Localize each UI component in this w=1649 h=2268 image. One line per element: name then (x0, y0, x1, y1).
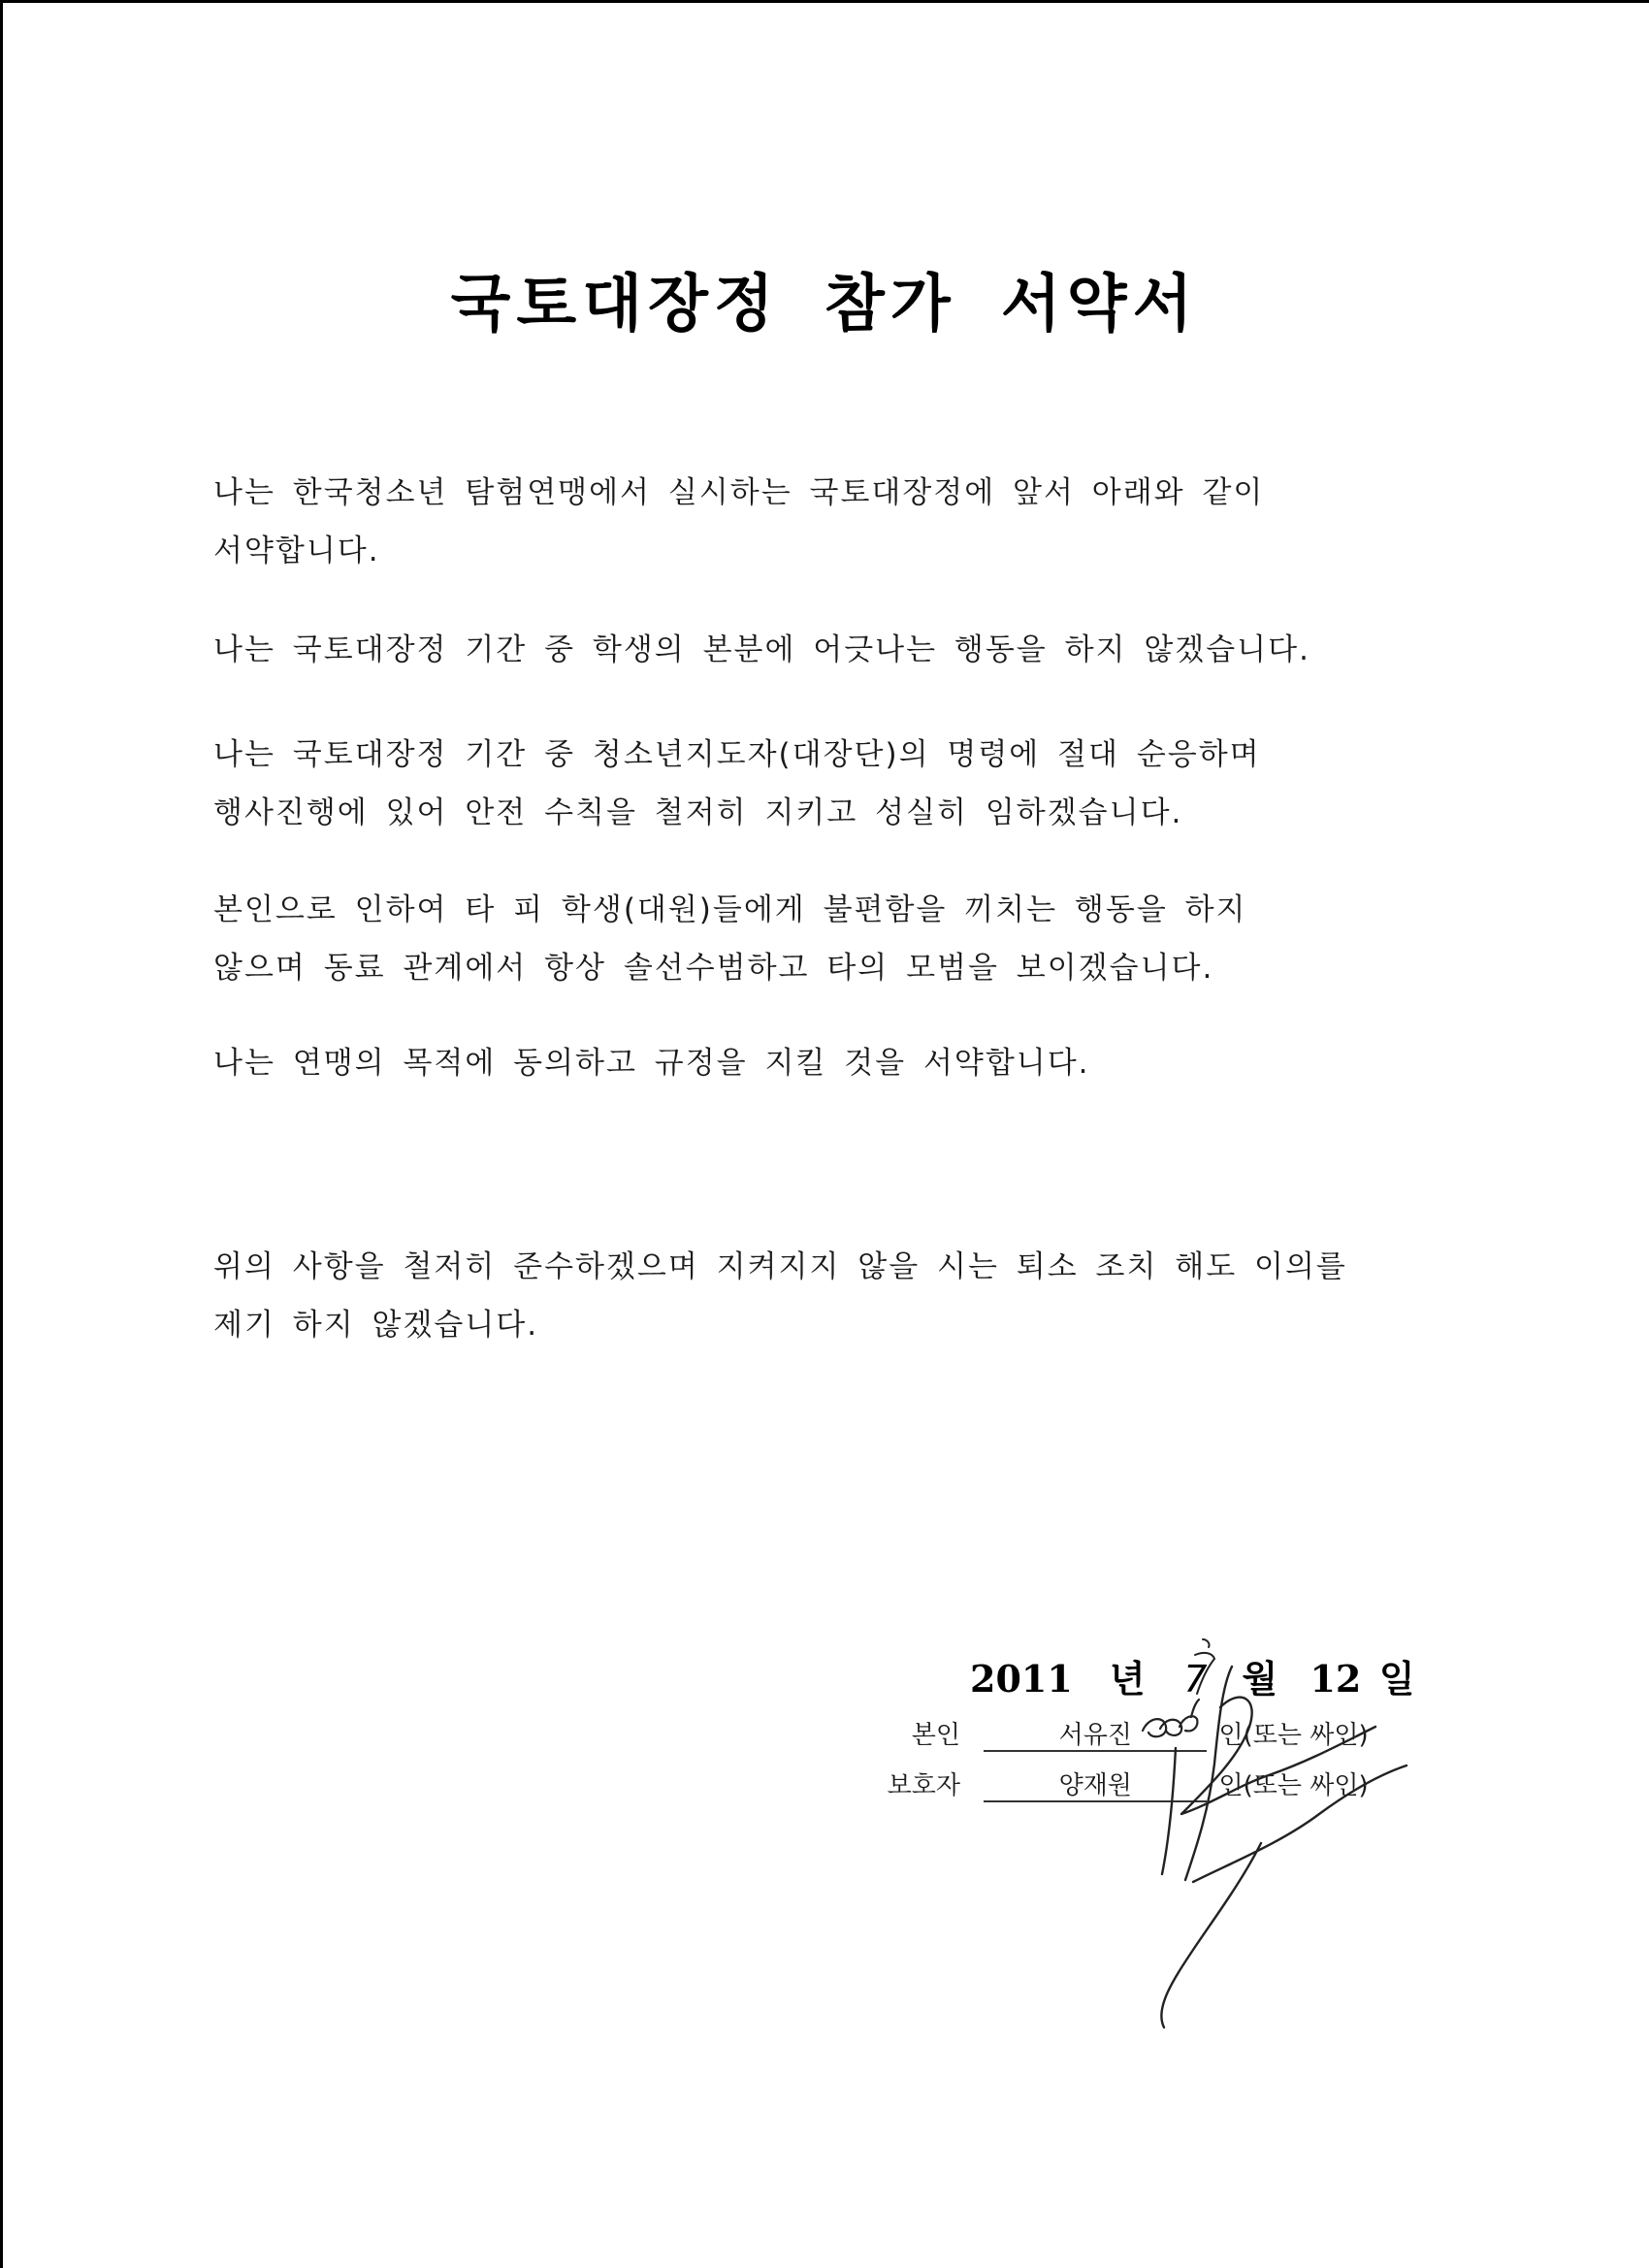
signatory-self (854, 1715, 1455, 1752)
signatory-name: 서유진 (984, 1721, 1207, 1752)
document-title: 국토대장정 참가 서약서 (450, 268, 1199, 340)
pledge-paragraph-rules (213, 1034, 1436, 1092)
signatory-seal-note: 인(또는 싸인) (1218, 1771, 1369, 1800)
signing-date (970, 1649, 1415, 1702)
signatory-label: 보호자 (887, 1771, 960, 1800)
paragraph-line: 나는 국토대장정 기간 중 청소년지도자(대장단)의 명령에 절대 순응하며 (213, 737, 1261, 772)
signatory-name: 양재원 (984, 1771, 1207, 1802)
paragraph-line: 제기 하지 않겠습니다. (213, 1308, 539, 1343)
date-month-label: 월 (1242, 1657, 1278, 1701)
paragraph-line: 서약합니다. (213, 534, 380, 568)
date-year-label: 년 (1109, 1657, 1146, 1701)
pledge-paragraph-intro (213, 464, 1436, 580)
pledge-paragraph-consequence (213, 1238, 1436, 1354)
date-day-label: 일 (1378, 1657, 1415, 1701)
pledge-paragraph-obedience (213, 726, 1436, 842)
signatory-guardian (854, 1766, 1455, 1802)
date-day: 12 (1310, 1657, 1362, 1701)
paragraph-line: 행사진행에 있어 안전 수칙을 철저히 지키고 성실히 임하겠습니다. (213, 795, 1183, 830)
paragraph-line: 않으며 동료 관계에서 항상 솔선수범하고 타의 모범을 보이겠습니다. (213, 951, 1214, 986)
pledge-paragraph-conduct (213, 621, 1436, 679)
paragraph-line: 나는 한국청소년 탐험연맹에서 실시하는 국토대장정에 앞서 아래와 같이 (213, 475, 1265, 510)
signatory-label: 본인 (911, 1721, 960, 1750)
scan-border-top (0, 0, 1649, 3)
paragraph-line: 나는 연맹의 목적에 동의하고 규정을 지킬 것을 서약합니다. (213, 1046, 1090, 1081)
pledge-paragraph-peers (213, 881, 1436, 997)
signatory-seal-note: 인(또는 싸인) (1218, 1721, 1369, 1750)
date-month: 7 (1183, 1658, 1208, 1701)
paragraph-line: 위의 사항을 철저히 준수하겠으며 지켜지지 않을 시는 퇴소 조치 해도 이의를 (213, 1249, 1347, 1284)
paragraph-line: 나는 국토대장정 기간 중 학생의 본분에 어긋나는 행동을 하지 않겠습니다. (213, 632, 1310, 667)
paragraph-line: 본인으로 인하여 타 피 학생(대원)들에게 불편함을 끼치는 행동을 하지 (213, 892, 1247, 927)
date-year: 2011 (970, 1657, 1073, 1701)
